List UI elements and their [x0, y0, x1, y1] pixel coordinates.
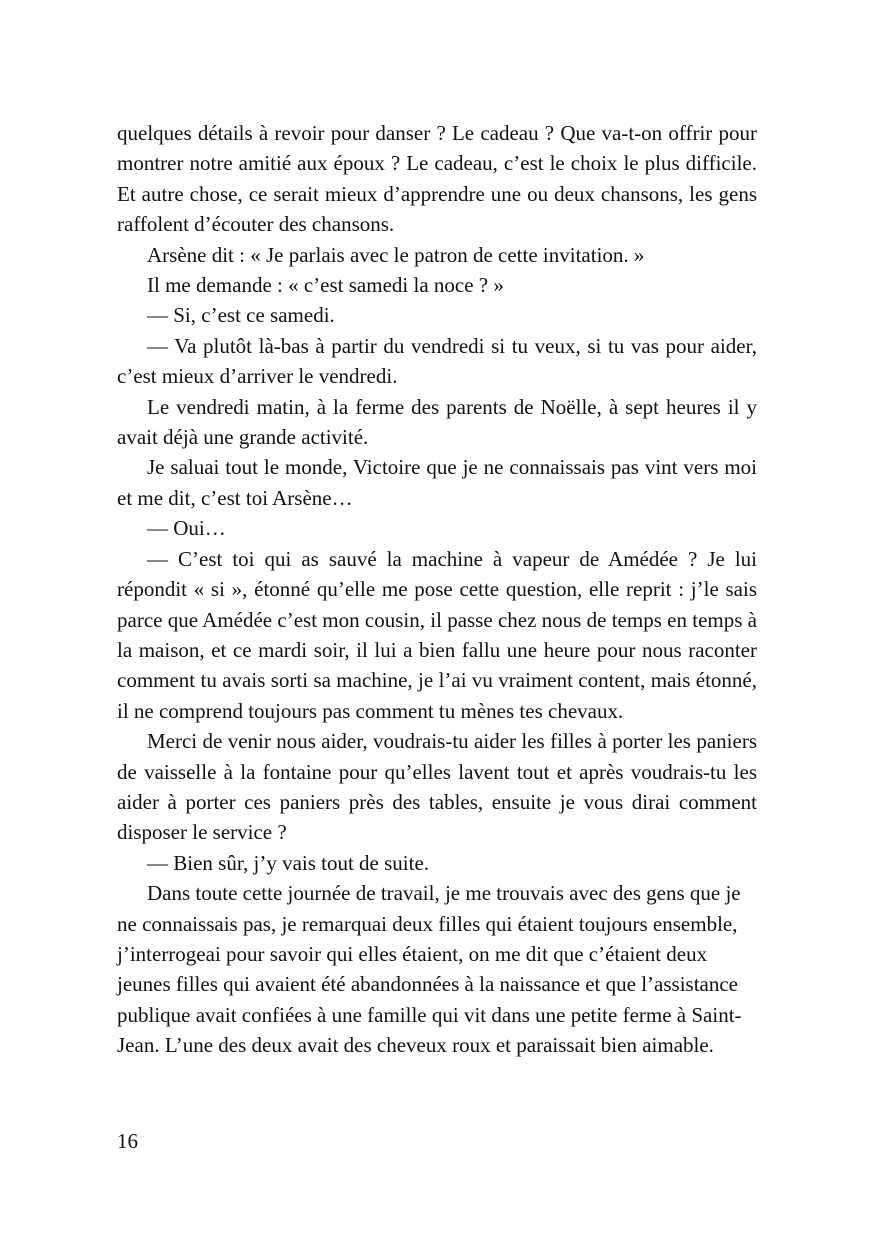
paragraph-7: Je saluai tout le monde, Victoire que je ne connaissais pas vint vers moi et me dit, c’est toi Arsène…: [117, 455, 757, 510]
paragraph-11: — Bien sûr, j’y vais tout de suite.: [147, 850, 430, 875]
paragraph-10: Merci de venir nous aider, voudrais-tu aider les filles à porter les paniers de vaisselle à la fontaine pour qu’elles lavent tout et après voudrais-tu les aider à porter ces paniers près des tables, ensuite je vous dirai comment disposer le service ?: [117, 729, 757, 845]
body-text: [117, 118, 757, 1061]
paragraph-6: Le vendredi matin, à la ferme des parents de Noëlle, à sept heures il y avait déjà une grande activité.: [117, 394, 757, 450]
page-number: 16: [117, 1129, 138, 1153]
paragraph-4: — Si, c’est ce samedi.: [147, 303, 335, 328]
paragraph-1: quelques détails à revoir pour danser ? Le cadeau ? Que va-t-on offrir pour montrer notre amitié aux époux ? Le cadeau, c’est le choix le plus difficile. Et autre chose, ce serait mieux d’apprendre une ou deux chansons, les gens raffolent d’écouter des chansons.: [117, 121, 757, 237]
paragraph-12: Dans toute cette journée de travail, je me trouvais avec des gens que je ne connaissais pas, je remarquai deux filles qui étaient toujours ensemble, j’interrogeai pour savoir qui elles étaient, on me dit que c’étaient deux jeunes filles qui avaient été abandonnées à la naissance et que l’assistance publique avait confiées à une famille qui vit dans une petite ferme à Saint-Jean. L’une des deux avait des cheveux roux et paraissait bien aimable.: [117, 881, 742, 1058]
paragraph-3: Il me demande : « c’est samedi la noce ? »: [147, 273, 504, 298]
paragraph-9: — C’est toi qui as sauvé la machine à vapeur de Amédée ? Je lui répondit « si », étonné qu’elle me pose cette question, elle reprit : j’le sais parce que Amédée c’est mon cousin, il passe chez nous de temps en temps à la maison, et ce mardi soir, il lui a bien fallu une heure pour nous raconter comment tu avais sorti sa machine, je l’ai vu vraiment content, mais étonné, il ne comprend toujours pas comment tu mènes tes chevaux.: [117, 546, 757, 723]
paragraph-2: Arsène dit : « Je parlais avec le patron de cette invitation. »: [147, 242, 645, 267]
paragraph-5: — Va plutôt là-bas à partir du vendredi si tu veux, si tu vas pour aider, c’est mieux d’arriver le vendredi.: [117, 333, 757, 389]
paragraph-8: — Oui…: [147, 516, 226, 541]
